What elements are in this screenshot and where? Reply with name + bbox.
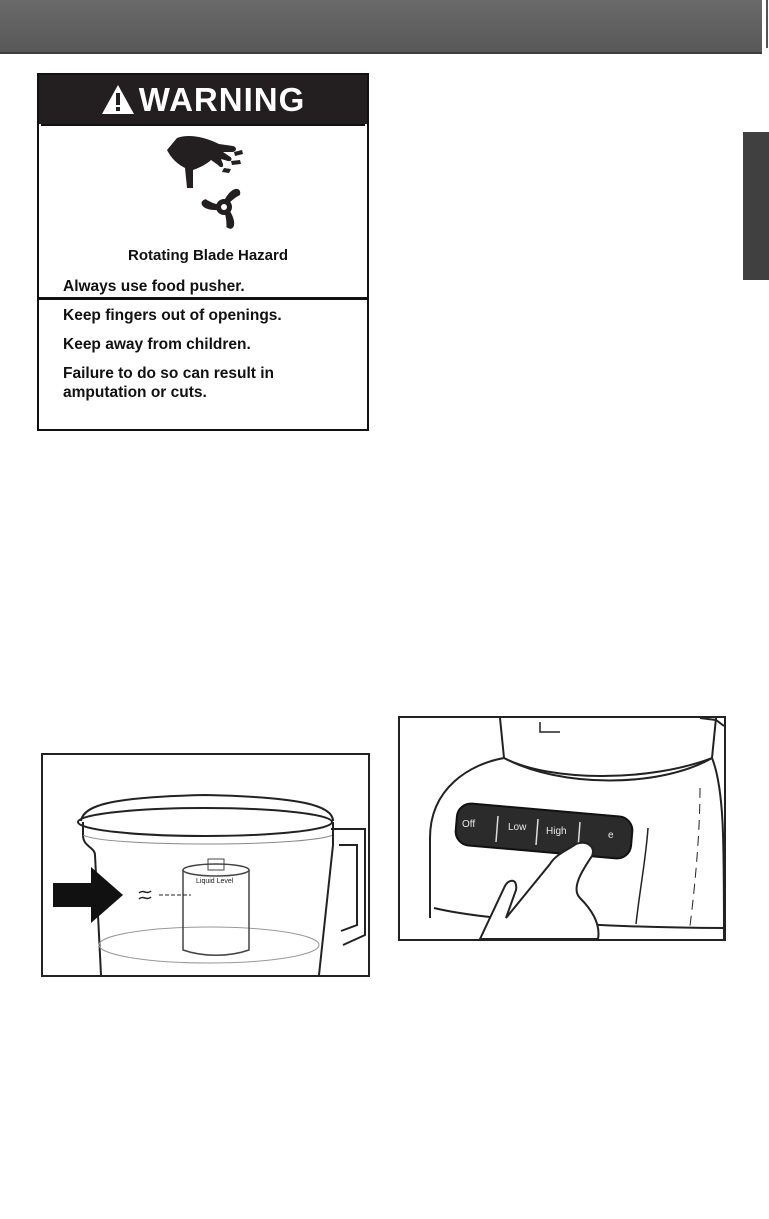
off-button: Off	[462, 819, 476, 830]
warning-header	[39, 75, 367, 124]
liquid-level-label: Liquid Level	[196, 878, 234, 885]
language-side-tab	[743, 132, 769, 280]
bowl-liquid-level-figure	[41, 753, 370, 977]
low-button: Low	[508, 822, 527, 833]
warning-line: Keep away from children.	[63, 336, 251, 353]
warning-line: Keep fingers out of openings.	[63, 307, 282, 324]
warning-triangle-icon	[101, 84, 135, 115]
pulse-button: e	[608, 830, 614, 841]
high-button: High	[546, 826, 567, 837]
warning-label	[37, 73, 369, 431]
blade-icon	[199, 182, 249, 232]
warning-title: WARNING	[138, 80, 306, 118]
bowl-illustration	[43, 755, 368, 975]
warning-line: Failure to do so can result in amputation or cuts.	[63, 365, 275, 401]
blender-controls-figure	[398, 716, 726, 941]
warning-text-block	[63, 247, 353, 412]
hazard-title: Rotating Blade Hazard	[127, 247, 289, 264]
header-edge	[766, 0, 768, 48]
warning-line: Always use food pusher.	[63, 278, 245, 295]
header-bar	[0, 0, 762, 54]
pointer-arrow-icon	[53, 867, 123, 923]
